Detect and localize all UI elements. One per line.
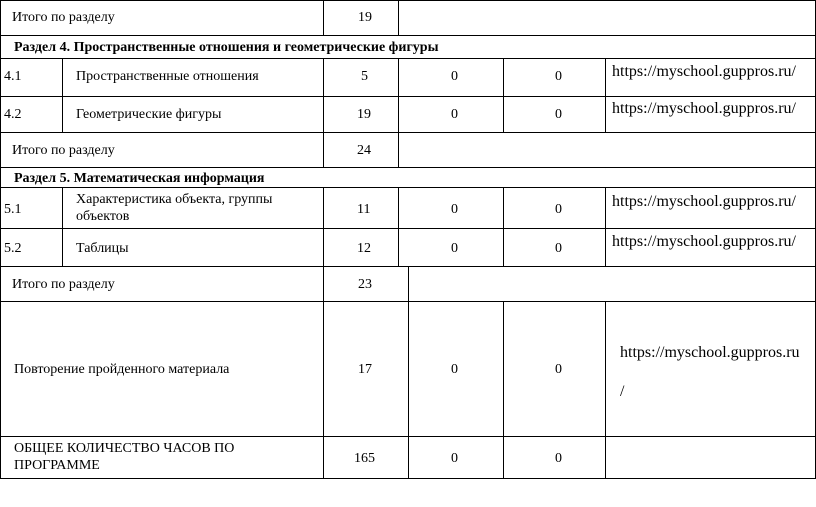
subtotal-label: Итого по разделу — [12, 10, 115, 25]
grand-total-hours: 165 — [354, 451, 375, 466]
row-number: 4.2 — [4, 107, 22, 122]
subtotal-hours: 19 — [358, 10, 372, 25]
resource-link[interactable]: https://myschool.guppros.ru/ — [612, 233, 796, 250]
grand-total-label: ОБЩЕЕ КОЛИЧЕСТВО ЧАСОВ ПО ПРОГРАММЕ — [14, 441, 235, 473]
hours-control: 0 — [451, 69, 458, 84]
hours-control: 0 — [451, 241, 458, 256]
table-border — [0, 35, 816, 36]
row-number: 5.2 — [4, 241, 22, 256]
table-border — [408, 266, 409, 302]
table-border — [605, 187, 606, 267]
table-border — [0, 187, 816, 188]
table-border — [605, 436, 606, 479]
hours-total: 19 — [357, 107, 371, 122]
table-border — [62, 187, 63, 267]
resource-link[interactable]: https://myschool.guppros.ru — [620, 344, 800, 361]
table-border — [503, 436, 504, 479]
hours-practice: 0 — [555, 451, 562, 466]
table-border — [398, 132, 399, 168]
table-border — [62, 58, 63, 133]
subtotal-hours: 24 — [357, 143, 371, 158]
hours-practice: 0 — [555, 241, 562, 256]
hours-total: 11 — [357, 202, 371, 217]
hours-practice: 0 — [555, 107, 562, 122]
table-border — [0, 0, 816, 1]
hours-control: 0 — [451, 451, 458, 466]
resource-link-tail[interactable]: / — [620, 383, 625, 400]
hours-practice: 0 — [555, 202, 562, 217]
hours-control: 0 — [451, 107, 458, 122]
hours-practice: 0 — [555, 69, 562, 84]
table-border — [503, 301, 504, 437]
table-border — [503, 187, 504, 267]
hours-practice: 0 — [555, 362, 562, 377]
table-border — [0, 132, 816, 133]
resource-link[interactable]: https://myschool.guppros.ru/ — [612, 63, 796, 80]
resource-link[interactable]: https://myschool.guppros.ru/ — [612, 193, 796, 210]
table-border — [323, 301, 324, 437]
hours-total: 17 — [358, 362, 372, 377]
table-border — [323, 436, 324, 479]
table-border — [323, 266, 324, 302]
row-number: 4.1 — [4, 69, 22, 84]
hours-control: 0 — [451, 202, 458, 217]
table-border — [408, 301, 409, 437]
topic-name: Пространственные отношения — [76, 69, 259, 84]
table-border — [408, 436, 409, 479]
table-border — [503, 58, 504, 133]
hours-total: 5 — [361, 69, 368, 84]
topic-name: Геометрические фигуры — [76, 107, 222, 122]
review-name: Повторение пройденного материала — [14, 362, 230, 377]
row-number: 5.1 — [4, 202, 22, 217]
resource-link[interactable]: https://myschool.guppros.ru/ — [612, 100, 796, 117]
table-border — [0, 228, 816, 229]
section-5-title: Раздел 5. Математическая информация — [14, 171, 265, 186]
table-border — [605, 301, 606, 437]
table-border — [323, 0, 324, 36]
table-border — [323, 187, 324, 267]
table-border — [0, 167, 816, 168]
table-border — [323, 58, 324, 133]
subtotal-label: Итого по разделу — [12, 143, 115, 158]
table-border — [398, 187, 399, 267]
hours-total: 12 — [357, 241, 371, 256]
table-border — [323, 132, 324, 168]
table-border — [605, 58, 606, 133]
table-border — [0, 0, 1, 479]
hours-control: 0 — [451, 362, 458, 377]
table-border — [0, 58, 816, 59]
section-4-title: Раздел 4. Пространственные отношения и геометрические фигуры — [14, 40, 439, 55]
topic-name: Таблицы — [76, 241, 129, 256]
topic-name: Характеристика объекта, группы объектов — [76, 192, 273, 224]
table-border — [398, 58, 399, 133]
table-border — [398, 0, 399, 36]
table-border — [0, 96, 816, 97]
subtotal-hours: 23 — [358, 277, 372, 292]
subtotal-label: Итого по разделу — [12, 277, 115, 292]
